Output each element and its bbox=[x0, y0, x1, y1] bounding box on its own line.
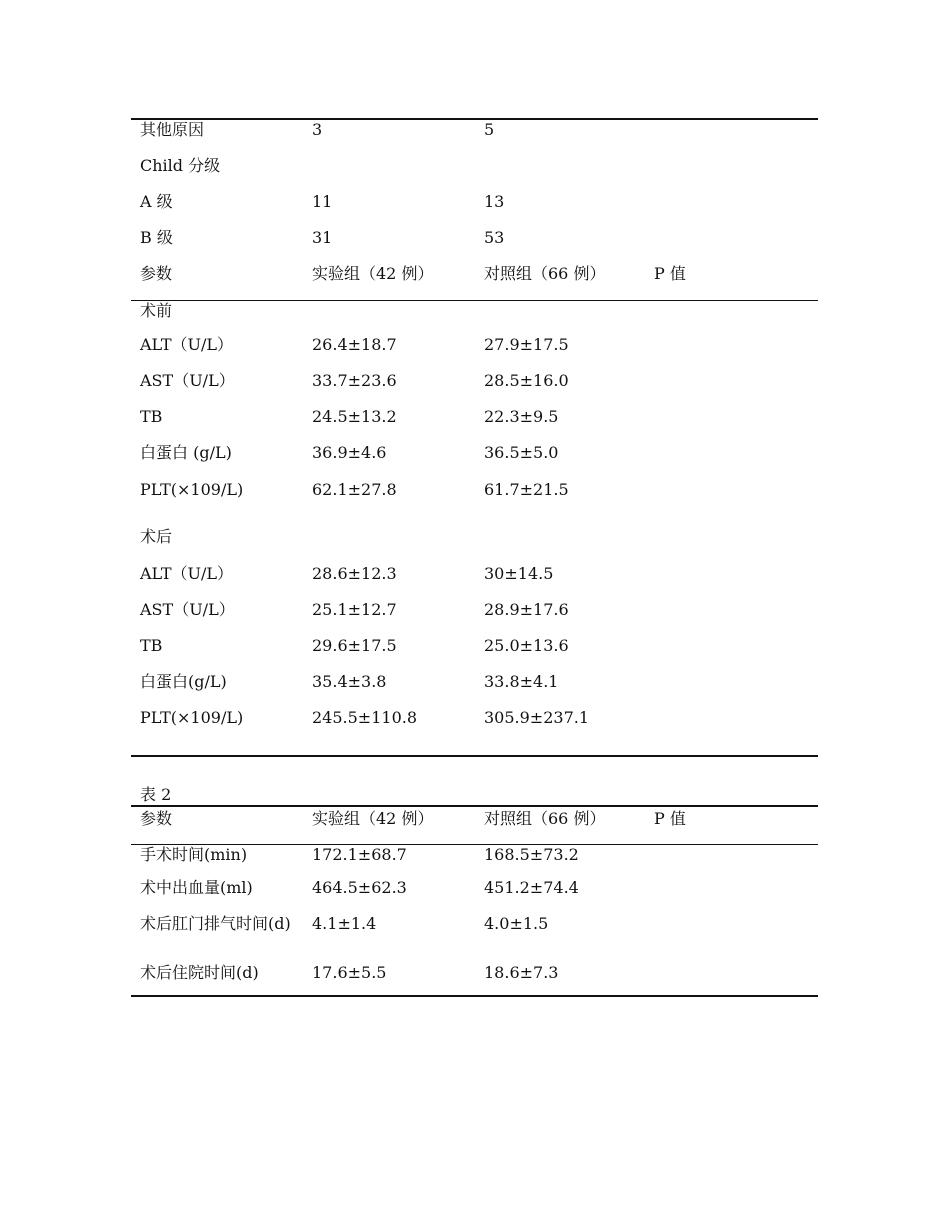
row-label: PLT(×109/L) bbox=[140, 480, 244, 499]
row-label: 术后肛门排气时间(d) bbox=[140, 914, 291, 933]
table-header bbox=[131, 263, 818, 293]
section-post bbox=[131, 526, 818, 556]
row-label: ALT（U/L） bbox=[140, 564, 234, 583]
exp-value: 31 bbox=[312, 228, 333, 247]
table-row bbox=[131, 913, 818, 961]
row-label: 其他原因 bbox=[140, 120, 205, 139]
ctrl-value: 28.5±16.0 bbox=[484, 371, 569, 390]
exp-value: 36.9±4.6 bbox=[312, 443, 387, 462]
row-label: PLT(×109/L) bbox=[140, 708, 244, 727]
ctrl-value: 5 bbox=[484, 120, 495, 139]
row-label: TB bbox=[140, 407, 163, 426]
ctrl-value: 168.5±73.2 bbox=[484, 845, 579, 864]
ctrl-value: 305.9±237.1 bbox=[484, 708, 590, 727]
header-p: P 值 bbox=[654, 809, 686, 828]
top-rule bbox=[131, 805, 818, 807]
ctrl-value: 25.0±13.6 bbox=[484, 636, 569, 655]
header-exp: 实验组（42 例） bbox=[312, 264, 434, 283]
exp-value: 33.7±23.6 bbox=[312, 371, 397, 390]
header-exp: 实验组（42 例） bbox=[312, 809, 434, 828]
table-row bbox=[131, 479, 818, 509]
ctrl-value: 53 bbox=[484, 228, 505, 247]
row-label: TB bbox=[140, 636, 163, 655]
table-1 bbox=[131, 118, 818, 758]
row-label: Child 分级 bbox=[140, 156, 221, 175]
header-ctrl: 对照组（66 例） bbox=[484, 264, 606, 283]
bottom-rule bbox=[131, 995, 818, 997]
row-label: 术后住院时间(d) bbox=[140, 963, 259, 982]
table-row bbox=[131, 155, 818, 185]
exp-value: 24.5±13.2 bbox=[312, 407, 397, 426]
exp-value: 245.5±110.8 bbox=[312, 708, 418, 727]
ctrl-value: 451.2±74.4 bbox=[484, 878, 579, 897]
ctrl-value: 13 bbox=[484, 192, 505, 211]
table-row bbox=[131, 442, 818, 472]
ctrl-value: 18.6±7.3 bbox=[484, 963, 559, 982]
exp-value: 464.5±62.3 bbox=[312, 878, 407, 897]
table-header bbox=[131, 808, 818, 838]
table-row bbox=[131, 334, 818, 364]
ctrl-value: 27.9±17.5 bbox=[484, 335, 569, 354]
table-row bbox=[131, 635, 818, 665]
row-label: 手术时间(min) bbox=[140, 845, 248, 864]
bottom-rule bbox=[131, 755, 818, 757]
exp-value: 35.4±3.8 bbox=[312, 672, 387, 691]
ctrl-value: 4.0±1.5 bbox=[484, 914, 549, 933]
table-row bbox=[131, 599, 818, 629]
exp-value: 62.1±27.8 bbox=[312, 480, 397, 499]
table-row bbox=[131, 707, 818, 737]
row-label: 白蛋白 (g/L) bbox=[140, 443, 232, 462]
exp-value: 3 bbox=[312, 120, 323, 139]
ctrl-value: 33.8±4.1 bbox=[484, 672, 559, 691]
row-label: A 级 bbox=[140, 192, 173, 211]
table-row bbox=[131, 671, 818, 701]
ctrl-value: 36.5±5.0 bbox=[484, 443, 559, 462]
section-label: 术后 bbox=[140, 527, 173, 546]
exp-value: 28.6±12.3 bbox=[312, 564, 397, 583]
section-label: 术前 bbox=[140, 301, 173, 320]
ctrl-value: 61.7±21.5 bbox=[484, 480, 569, 499]
header-p: P 值 bbox=[654, 264, 686, 283]
table-row bbox=[131, 563, 818, 593]
table-row bbox=[131, 370, 818, 400]
table-row bbox=[131, 844, 818, 874]
table-2 bbox=[131, 805, 818, 1000]
exp-value: 29.6±17.5 bbox=[312, 636, 397, 655]
ctrl-value: 28.9±17.6 bbox=[484, 600, 569, 619]
row-label: 术中出血量(ml) bbox=[140, 878, 253, 897]
exp-value: 172.1±68.7 bbox=[312, 845, 407, 864]
header-param: 参数 bbox=[140, 264, 173, 283]
table-row bbox=[131, 877, 818, 907]
row-label: AST（U/L） bbox=[140, 600, 235, 619]
ctrl-value: 30±14.5 bbox=[484, 564, 554, 583]
exp-value: 26.4±18.7 bbox=[312, 335, 397, 354]
table-2-caption: 表 2 bbox=[140, 785, 172, 804]
row-label: AST（U/L） bbox=[140, 371, 235, 390]
section-pre bbox=[131, 300, 818, 330]
exp-value: 4.1±1.4 bbox=[312, 914, 377, 933]
ctrl-value: 22.3±9.5 bbox=[484, 407, 559, 426]
table-row bbox=[131, 227, 818, 257]
header-param: 参数 bbox=[140, 809, 173, 828]
row-label: B 级 bbox=[140, 228, 173, 247]
table-row bbox=[131, 119, 818, 149]
exp-value: 25.1±12.7 bbox=[312, 600, 397, 619]
header-ctrl: 对照组（66 例） bbox=[484, 809, 606, 828]
table-row bbox=[131, 962, 818, 992]
exp-value: 11 bbox=[312, 192, 333, 211]
exp-value: 17.6±5.5 bbox=[312, 963, 387, 982]
row-label: ALT（U/L） bbox=[140, 335, 234, 354]
table-row bbox=[131, 406, 818, 436]
row-label: 白蛋白(g/L) bbox=[140, 672, 227, 691]
table-row bbox=[131, 191, 818, 221]
